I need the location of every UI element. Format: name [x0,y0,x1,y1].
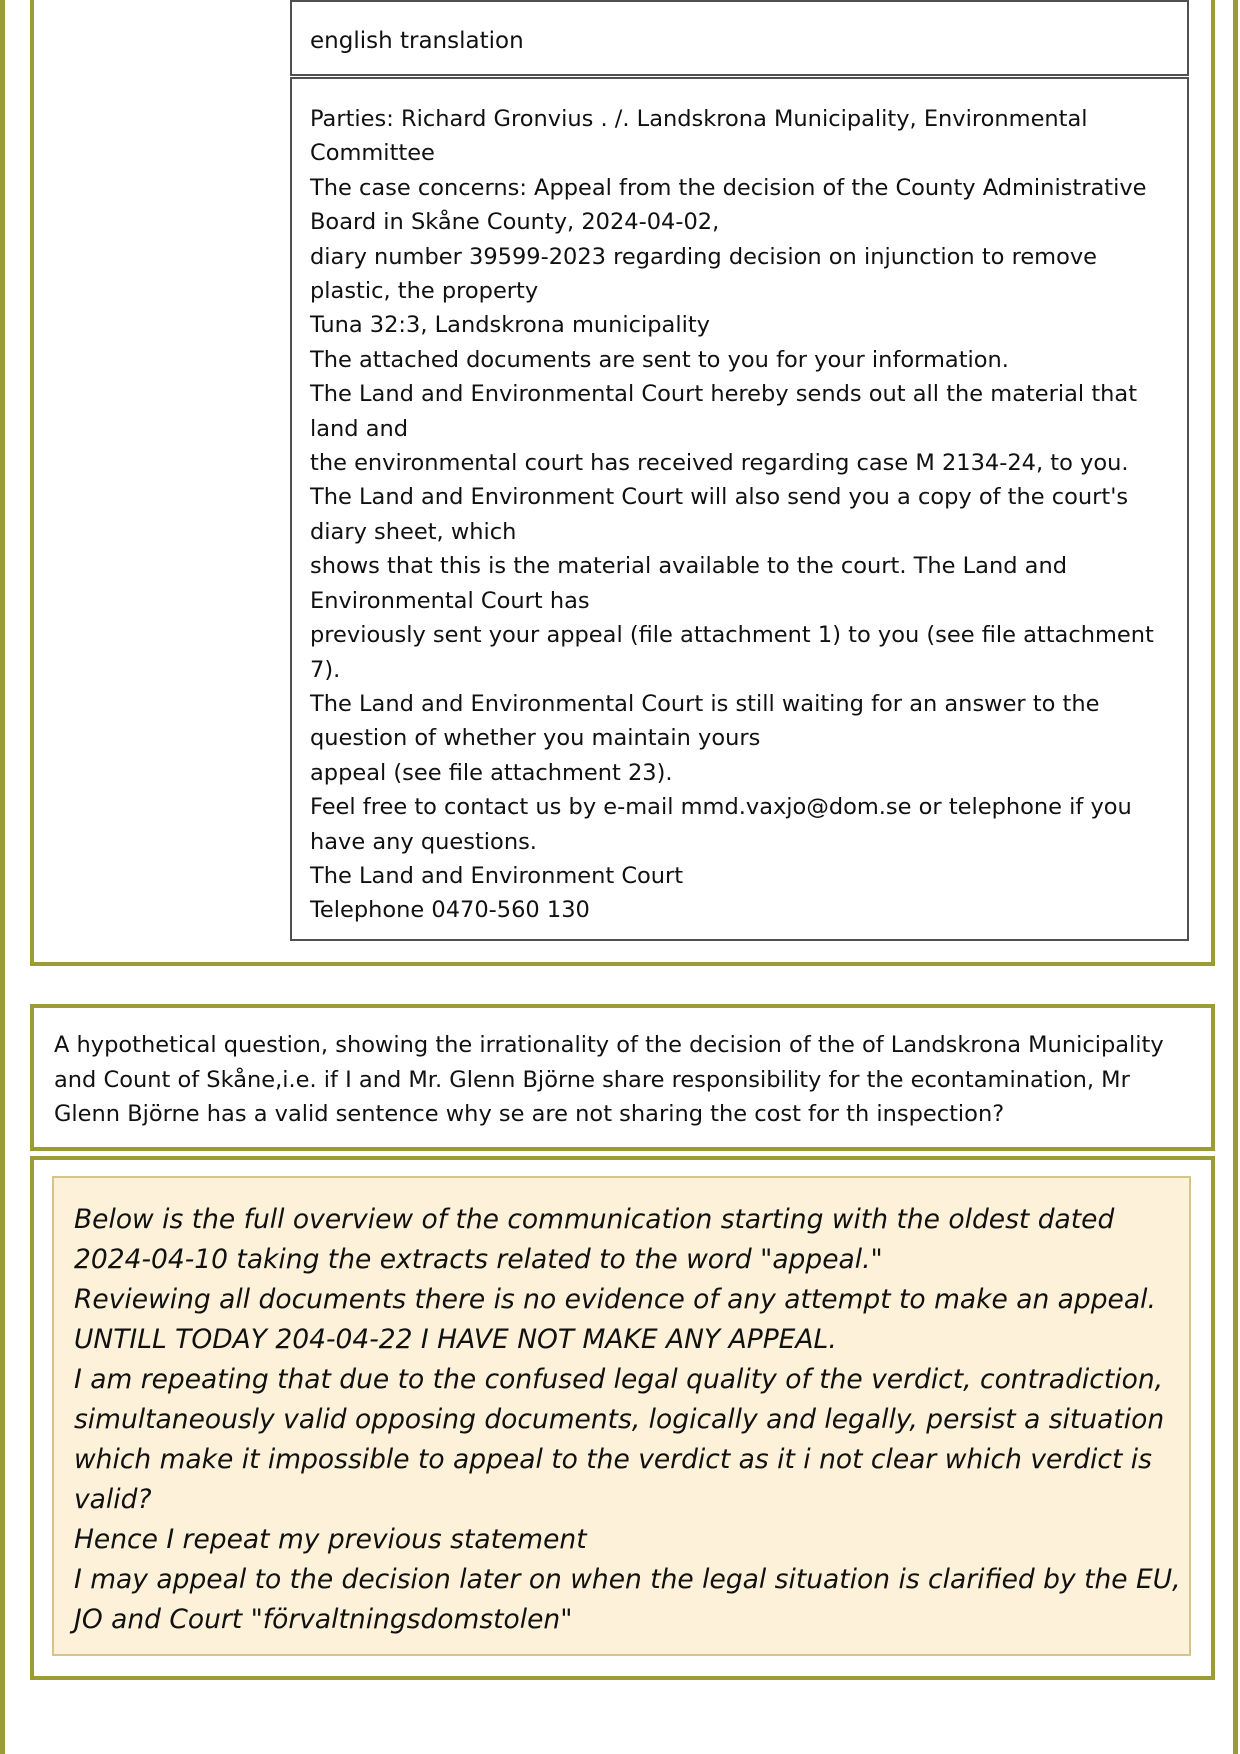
page-left-border [0,0,5,1754]
overview-line: simultaneously valid opposing documents, logically and legally, persist a situation [74,1404,1165,1435]
letter-line: the environmental court has received regarding case M 2134-24, to you. [310,450,1129,477]
letter-line: Telephone 0470-560 130 [310,897,590,924]
letter-line: The case concerns: Appeal from the decision of the County Administrative [310,174,1147,201]
overview-line: 2024-04-10 taking the extracts related to the word "appeal." [74,1244,883,1275]
court-letter-box [290,77,1189,941]
question-line: and Count of Skåne,i.e. if I and Mr. Glenn Björne share responsibility for the econtamination, Mr [54,1066,1130,1093]
letter-line: The Land and Environment Court [310,862,684,889]
letter-line: The Land and Environmental Court is still waiting for an answer to the [310,690,1100,717]
letter-line: Tuna 32:3, Landskrona municipality [310,312,710,339]
letter-line: land and [310,415,409,442]
overview-line: valid? [74,1484,152,1515]
letter-line: have any questions. [310,828,537,855]
letter-line: The Land and Environmental Court hereby sends out all the material that [310,381,1138,408]
letter-line: Feel free to contact us by e-mail mmd.vaxjo@dom.se or telephone if you [310,794,1132,821]
letter-line: The Land and Environment Court will also send you a copy of the court's [310,484,1129,511]
letter-line: previously sent your appeal (file attachment 1) to you (see file attachment [310,622,1154,649]
overview-line: which make it impossible to appeal to the verdict as it i not clear which verdict is [74,1444,1152,1475]
overview-statement-box [52,1176,1191,1656]
hypothetical-question-frame [30,1004,1215,1151]
question-line: Glenn Björne has a valid sentence why se are not sharing the cost for th inspection? [54,1101,1005,1127]
letter-line: Committee [310,140,435,167]
overview-line: Hence I repeat my previous statement [74,1524,587,1555]
page-right-border [1233,0,1238,1754]
letter-line: diary number 39599-2023 regarding decision on injunction to remove [310,243,1098,270]
letter-line: plastic, the property [310,278,539,305]
hypothetical-question-text [54,1028,1164,1132]
letter-line: 7). [310,656,341,683]
translation-heading-box [290,0,1189,76]
letter-line: appeal (see file attachment 23). [310,759,673,786]
overview-line: UNTILL TODAY 204-04-22 I HAVE NOT MAKE ANY APPEAL. [74,1324,837,1355]
letter-line: Environmental Court has [310,587,590,614]
letter-line: diary sheet, which [310,518,517,545]
court-letter-body [310,102,1154,928]
letter-line: Parties: Richard Gronvius . /. Landskrona Municipality, Environmental [310,106,1088,132]
overview-line: I may appeal to the decision later on when the legal situation is clarified by the EU, [74,1564,1181,1595]
overview-line: Below is the full overview of the communication starting with the oldest dated [74,1204,1115,1235]
letter-line: question of whether you maintain yours [310,725,761,752]
translation-heading: english translation [310,28,524,54]
question-line: A hypothetical question, showing the irrationality of the decision of the of Landskrona Municipality [54,1032,1164,1058]
overview-line: Reviewing all documents there is no evidence of any attempt to make an appeal. [74,1284,1156,1315]
overview-line: JO and Court "förvaltningsdomstolen" [74,1604,573,1635]
letter-line: Board in Skåne County, 2024-04-02, [310,209,720,236]
letter-line: shows that this is the material available to the court. The Land and [310,553,1067,580]
letter-line: The attached documents are sent to you for your information. [310,346,1009,373]
overview-statement-text [74,1200,1181,1640]
overview-line: I am repeating that due to the confused legal quality of the verdict, contradiction, [74,1364,1164,1395]
